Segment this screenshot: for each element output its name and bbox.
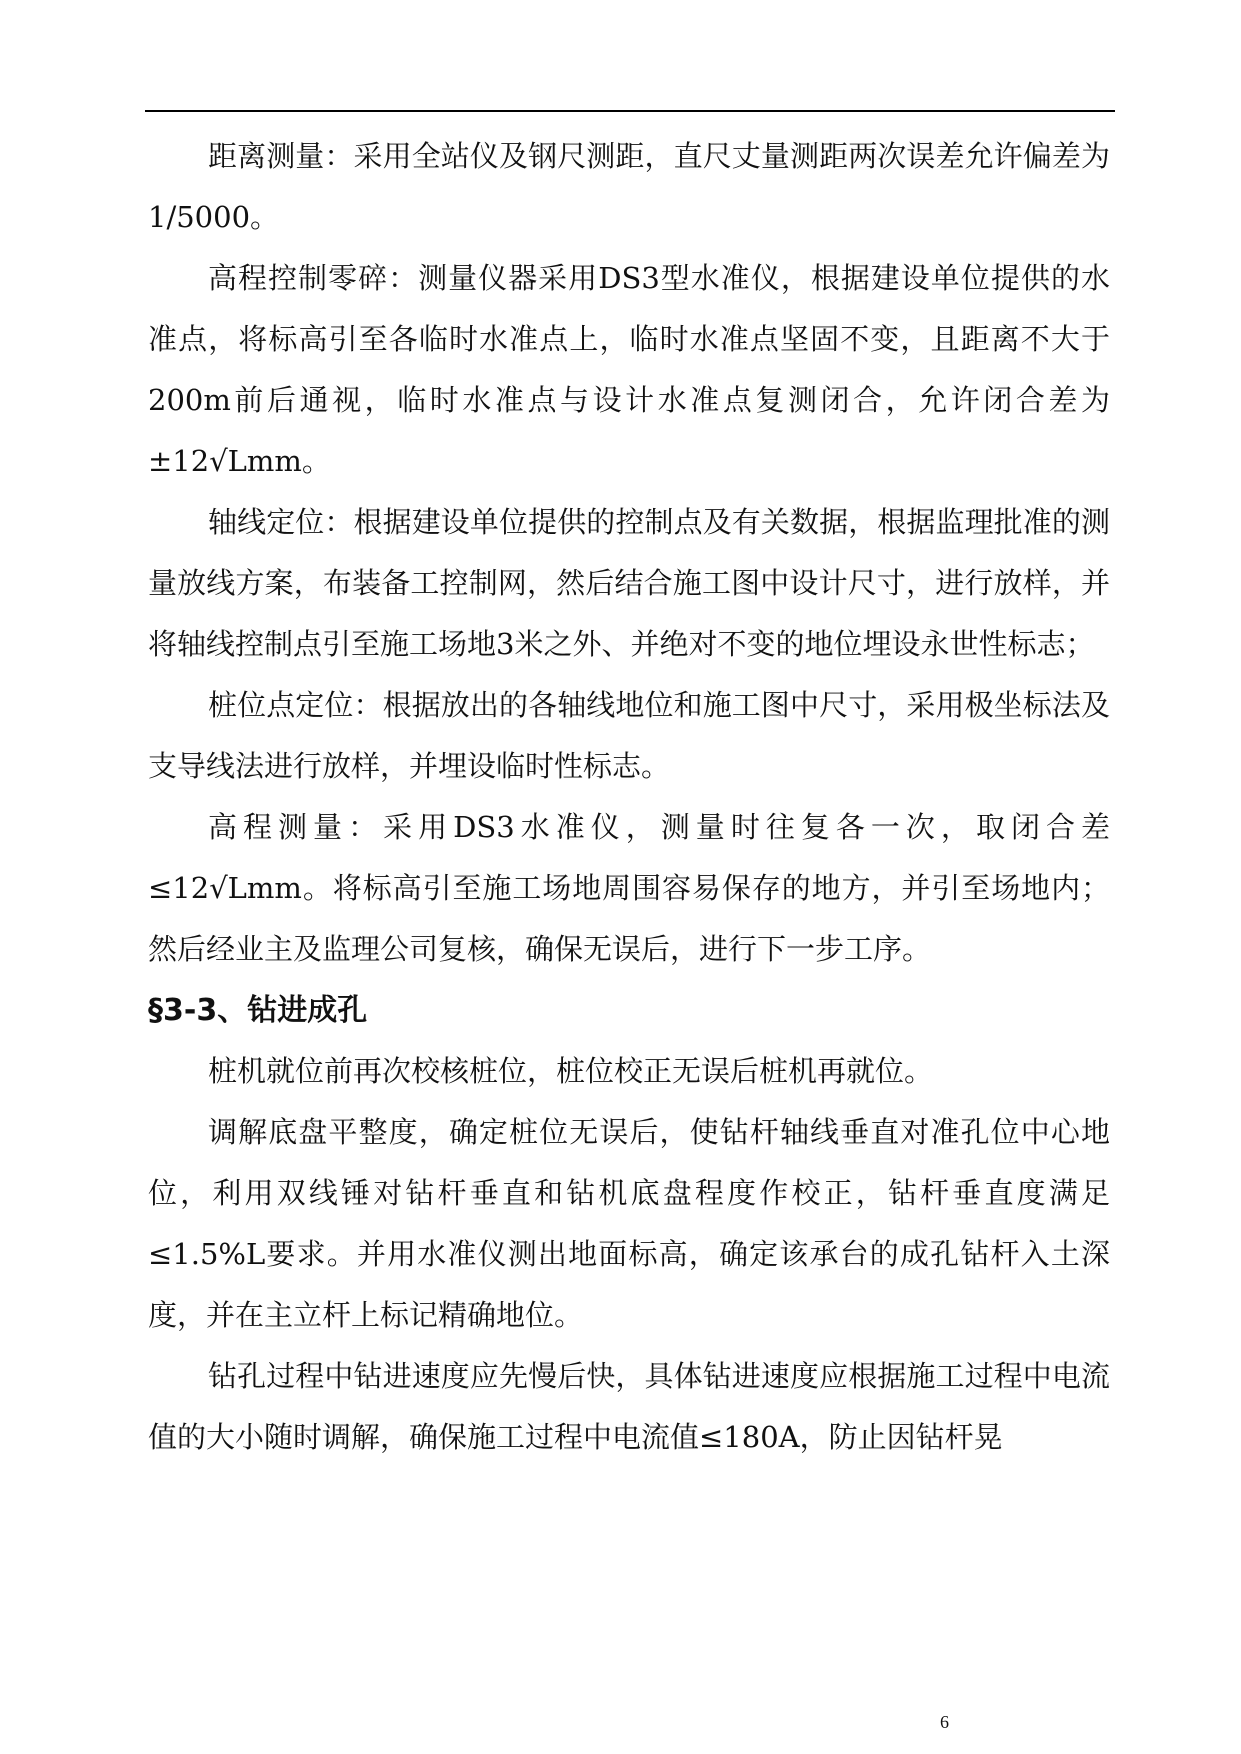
section-heading: §3-3、钻进成孔	[148, 993, 368, 1028]
paragraph-elevation-control: 高程控制零碎：测量仪器采用DS3型水准仪，根据建设单位提供的水准点，将标高引至各临时水准点上，临时水准点坚固不变，且距离不大于200m前后通视，临时水准点与设计水准点复测闭合，允许闭合差为±12√Lmm。	[148, 261, 1110, 478]
body-content	[148, 126, 1110, 1468]
header-rule	[145, 110, 1115, 112]
paragraph-chassis-leveling: 调解底盘平整度，确定桩位无误后，使钻杆轴线垂直对准孔位中心地位，利用双线锤对钻杆垂直和钻机底盘程度作校正，钻杆垂直度满足≤1.5%L要求。并用水准仪测出地面标高，确定该承台的成孔钻杆入土深度，并在主立杆上标记精确地位。	[148, 1115, 1110, 1332]
paragraph-axis-positioning: 轴线定位：根据建设单位提供的控制点及有关数据，根据监理批准的测量放线方案，布装备工控制网，然后结合施工图中设计尺寸，进行放样，并将轴线控制点引至施工场地3米之外、并绝对不变的地位埋设永世性标志；	[148, 505, 1110, 661]
paragraph-pile-point-positioning: 桩位点定位：根据放出的各轴线地位和施工图中尺寸，采用极坐标法及支导线法进行放样，并埋设临时性标志。	[148, 688, 1110, 783]
paragraph-pile-machine-positioning: 桩机就位前再次校核桩位，桩位校正无误后桩机再就位。	[208, 1054, 934, 1088]
page-number: 6	[940, 1712, 949, 1732]
paragraph-elevation-measurement: 高程测量：采用DS3水准仪，测量时往复各一次，取闭合差≤12√Lmm。将标高引至施工场地周围容易保存的地方，并引至场地内；然后经业主及监理公司复核，确保无误后，进行下一步工序。	[148, 810, 1110, 966]
paragraph-distance-measurement: 距离测量：采用全站仪及钢尺测距，直尺丈量测距两次误差允许偏差为1/5000。	[148, 139, 1110, 234]
paragraph-drilling-speed: 钻孔过程中钻进速度应先慢后快，具体钻进速度应根据施工过程中电流值的大小随时调解，确保施工过程中电流值≤180A，防止因钻杆晃	[148, 1359, 1110, 1454]
